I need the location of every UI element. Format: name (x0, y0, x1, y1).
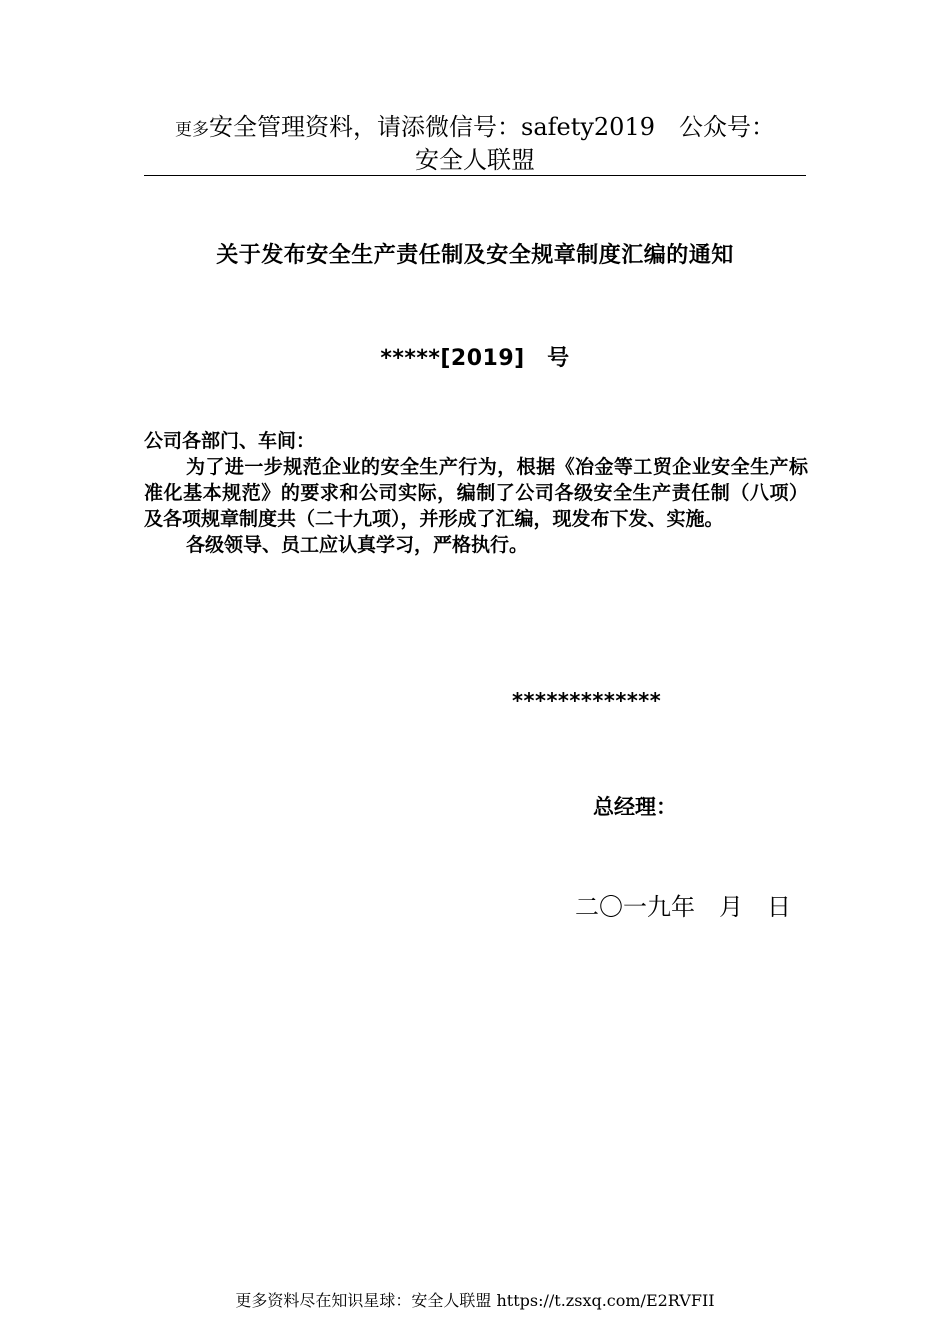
signature-date: 二〇一九年 月 日 (575, 893, 791, 921)
document-number: *****[2019] 号 (380, 346, 570, 371)
page-header (144, 112, 806, 175)
signature-company: ************* (512, 689, 662, 713)
salutation: 公司各部门、车间： (144, 430, 316, 452)
body-paragraph-2: 各级领导、员工应认真学习，严格执行。 (186, 534, 529, 556)
signature-general-manager: 总经理： (593, 795, 677, 819)
body-paragraph-1: 为了进一步规范企业的安全生产行为，根据《冶金等工贸企业安全生产标准化基本规范》的要求和公司实际，编制了公司各级安全生产责任制（八项）及各项规章制度共（二十九项），并形成了汇编，现发布下发、实施。 (144, 456, 808, 530)
header-contact-text: 安全管理资料，请添微信号：safety2019 公众号： (209, 113, 775, 141)
page-footer: 更多资料尽在知识星球：安全人联盟 https://t.zsxq.com/E2RVFII (235, 1291, 715, 1310)
document-body (144, 428, 808, 558)
header-line-1 (144, 112, 806, 145)
document-title: 关于发布安全生产责任制及安全规章制度汇编的通知 (216, 243, 734, 268)
header-divider (144, 175, 806, 176)
header-line-2: 安全人联盟 (415, 146, 535, 174)
header-prefix: 更多 (175, 120, 209, 140)
